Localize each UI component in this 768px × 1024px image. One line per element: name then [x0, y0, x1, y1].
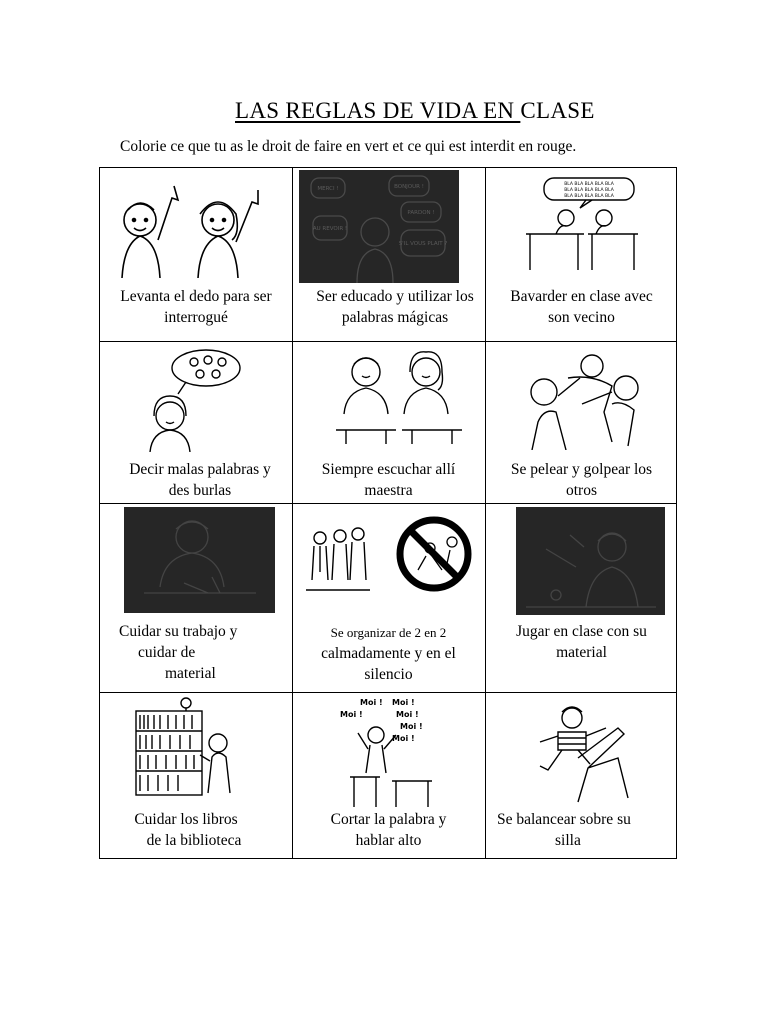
cell-caption — [100, 621, 272, 684]
caption-line: Decir malas palabras y — [129, 461, 271, 478]
caption-line: Se pelear y golpear los — [510, 461, 653, 478]
shout-text: Moi ! — [392, 734, 415, 743]
cell-caption — [485, 621, 678, 663]
shout-text: Moi ! — [392, 698, 415, 707]
bubble-text: PARDON ! — [407, 210, 435, 216]
bubble-text: BONJOUR ! — [394, 184, 424, 190]
shout-text: Moi ! — [360, 698, 383, 707]
caption-line: silla — [555, 832, 581, 849]
caption-line: Ser educado y utilizar los — [316, 288, 474, 305]
bubble-text: MERCI ! — [317, 186, 339, 192]
shout-text: Moi ! — [340, 710, 363, 719]
caption-line: de la biblioteca — [146, 832, 242, 849]
caption-line: silencio — [364, 666, 413, 683]
title-underlined: LAS REGLAS DE VIDA EN — [235, 98, 521, 123]
shout-text: Moi ! — [400, 722, 423, 731]
caption-line: otros — [566, 482, 597, 499]
bubble-text: BLA BLA BLA BLA BLA — [564, 194, 614, 199]
caption-line: son vecino — [548, 309, 615, 326]
grid-divider — [100, 503, 676, 504]
cell-caption — [292, 286, 498, 328]
bubble-text: AU REVOIR ! — [312, 226, 348, 232]
children-listening-icon — [326, 350, 472, 446]
shout-words — [340, 698, 423, 743]
caption-line: Cortar la palabra y — [330, 811, 447, 828]
grid-divider — [100, 692, 676, 693]
caption-line: material — [556, 644, 607, 661]
cell-caption — [100, 459, 300, 501]
cell-caption — [100, 809, 272, 851]
cell-caption — [292, 459, 485, 501]
caption-line: hablar alto — [355, 832, 422, 849]
grid-divider — [485, 168, 486, 858]
cell-caption — [292, 809, 485, 851]
caption-line: cuidar de — [138, 644, 196, 661]
children-fighting-icon — [518, 346, 644, 450]
speech-bubbles-girl-icon — [299, 170, 459, 283]
child-writing-icon — [124, 507, 275, 613]
caption-line: interrogué — [164, 309, 228, 326]
bubble-words — [564, 181, 615, 199]
children-chatting-at-desks-icon — [506, 176, 656, 276]
child-shouting-moi-icon — [330, 695, 450, 809]
caption-line: Se organizar de 2 en 2 — [330, 625, 447, 640]
caption-line: des burlas — [168, 482, 232, 499]
caption-line: Levanta el dedo para ser — [120, 288, 272, 305]
caption-line: maestra — [364, 482, 413, 499]
caption-line: material — [165, 665, 216, 682]
cell-caption — [497, 809, 678, 851]
caption-line: palabras mágicas — [341, 309, 449, 326]
caption-line: Cuidar su trabajo y — [119, 623, 238, 640]
page-title — [235, 98, 595, 124]
caption-line: Jugar en clase con su — [516, 623, 647, 640]
bookshelf-child-icon — [130, 695, 246, 801]
children-in-line-forbidden-running-icon — [300, 512, 480, 602]
caption-line: Bavarder en clase avec — [510, 288, 653, 305]
child-tipping-chair-icon — [528, 698, 638, 808]
cell-caption — [485, 286, 678, 328]
instructions: Colorie ce que tu as le droit de faire en vert et ce qui est interdit en rouge. — [120, 138, 577, 155]
grid-divider — [292, 168, 293, 858]
bubble-text: BLA BLA BLA BLA BLA — [564, 188, 614, 193]
caption-line: calmadamente y en el — [321, 645, 456, 662]
caption-line: Se balancear sobre su — [497, 811, 631, 828]
cell-caption — [100, 286, 292, 328]
title-rest: CLASE — [520, 98, 595, 123]
shout-text: Moi ! — [396, 710, 419, 719]
caption-line: Cuidar los libros — [134, 811, 238, 828]
child-playing-with-tools-icon — [516, 507, 665, 615]
caption-line: Siempre escuchar allí — [321, 461, 456, 478]
bubble-text: S'IL VOUS PLAIT ? — [398, 241, 448, 247]
children-raising-hands-icon — [100, 180, 278, 278]
girl-with-bad-words-bubble-icon — [142, 346, 242, 452]
rules-grid — [99, 167, 677, 859]
grid-divider — [100, 341, 676, 342]
bubble-text: BLA BLA BLA BLA BLA — [564, 182, 614, 187]
cell-caption — [485, 459, 678, 501]
cell-caption — [292, 622, 485, 685]
